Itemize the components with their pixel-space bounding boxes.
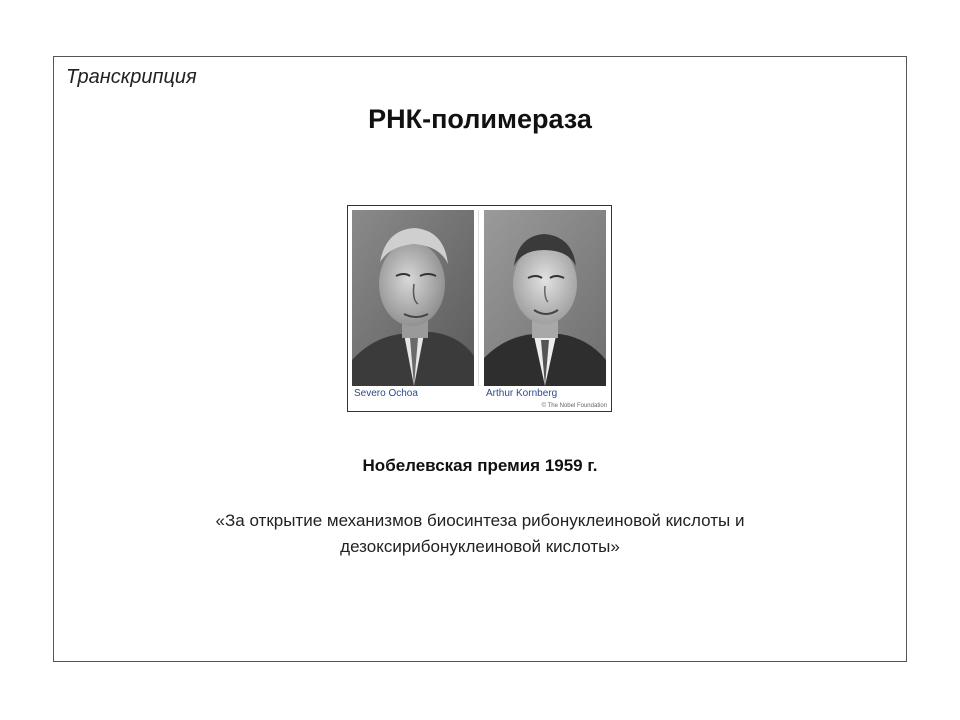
- photo-divider: [478, 210, 479, 386]
- slide-title: РНК-полимераза: [368, 104, 592, 134]
- section-label: Транскрипция: [66, 66, 197, 88]
- portrait-ochoa: [352, 210, 474, 406]
- prize-citation: «За открытие механизмов биосинтеза рибонуклеиновой кислоты и дезоксирибонуклеиновой кислоты»: [215, 511, 745, 556]
- portrait-kornberg: [484, 210, 606, 406]
- portrait-kornberg-image: [484, 210, 606, 386]
- prize-heading: Нобелевская премия 1959 г.: [362, 456, 598, 475]
- portrait-ochoa-image: [352, 210, 474, 386]
- caption-kornberg: Arthur Kornberg: [486, 388, 558, 399]
- photo-credit: © The Nobel Foundation: [541, 403, 607, 409]
- caption-ochoa: Severo Ochoa: [354, 388, 418, 399]
- laureates-photo: [347, 205, 612, 412]
